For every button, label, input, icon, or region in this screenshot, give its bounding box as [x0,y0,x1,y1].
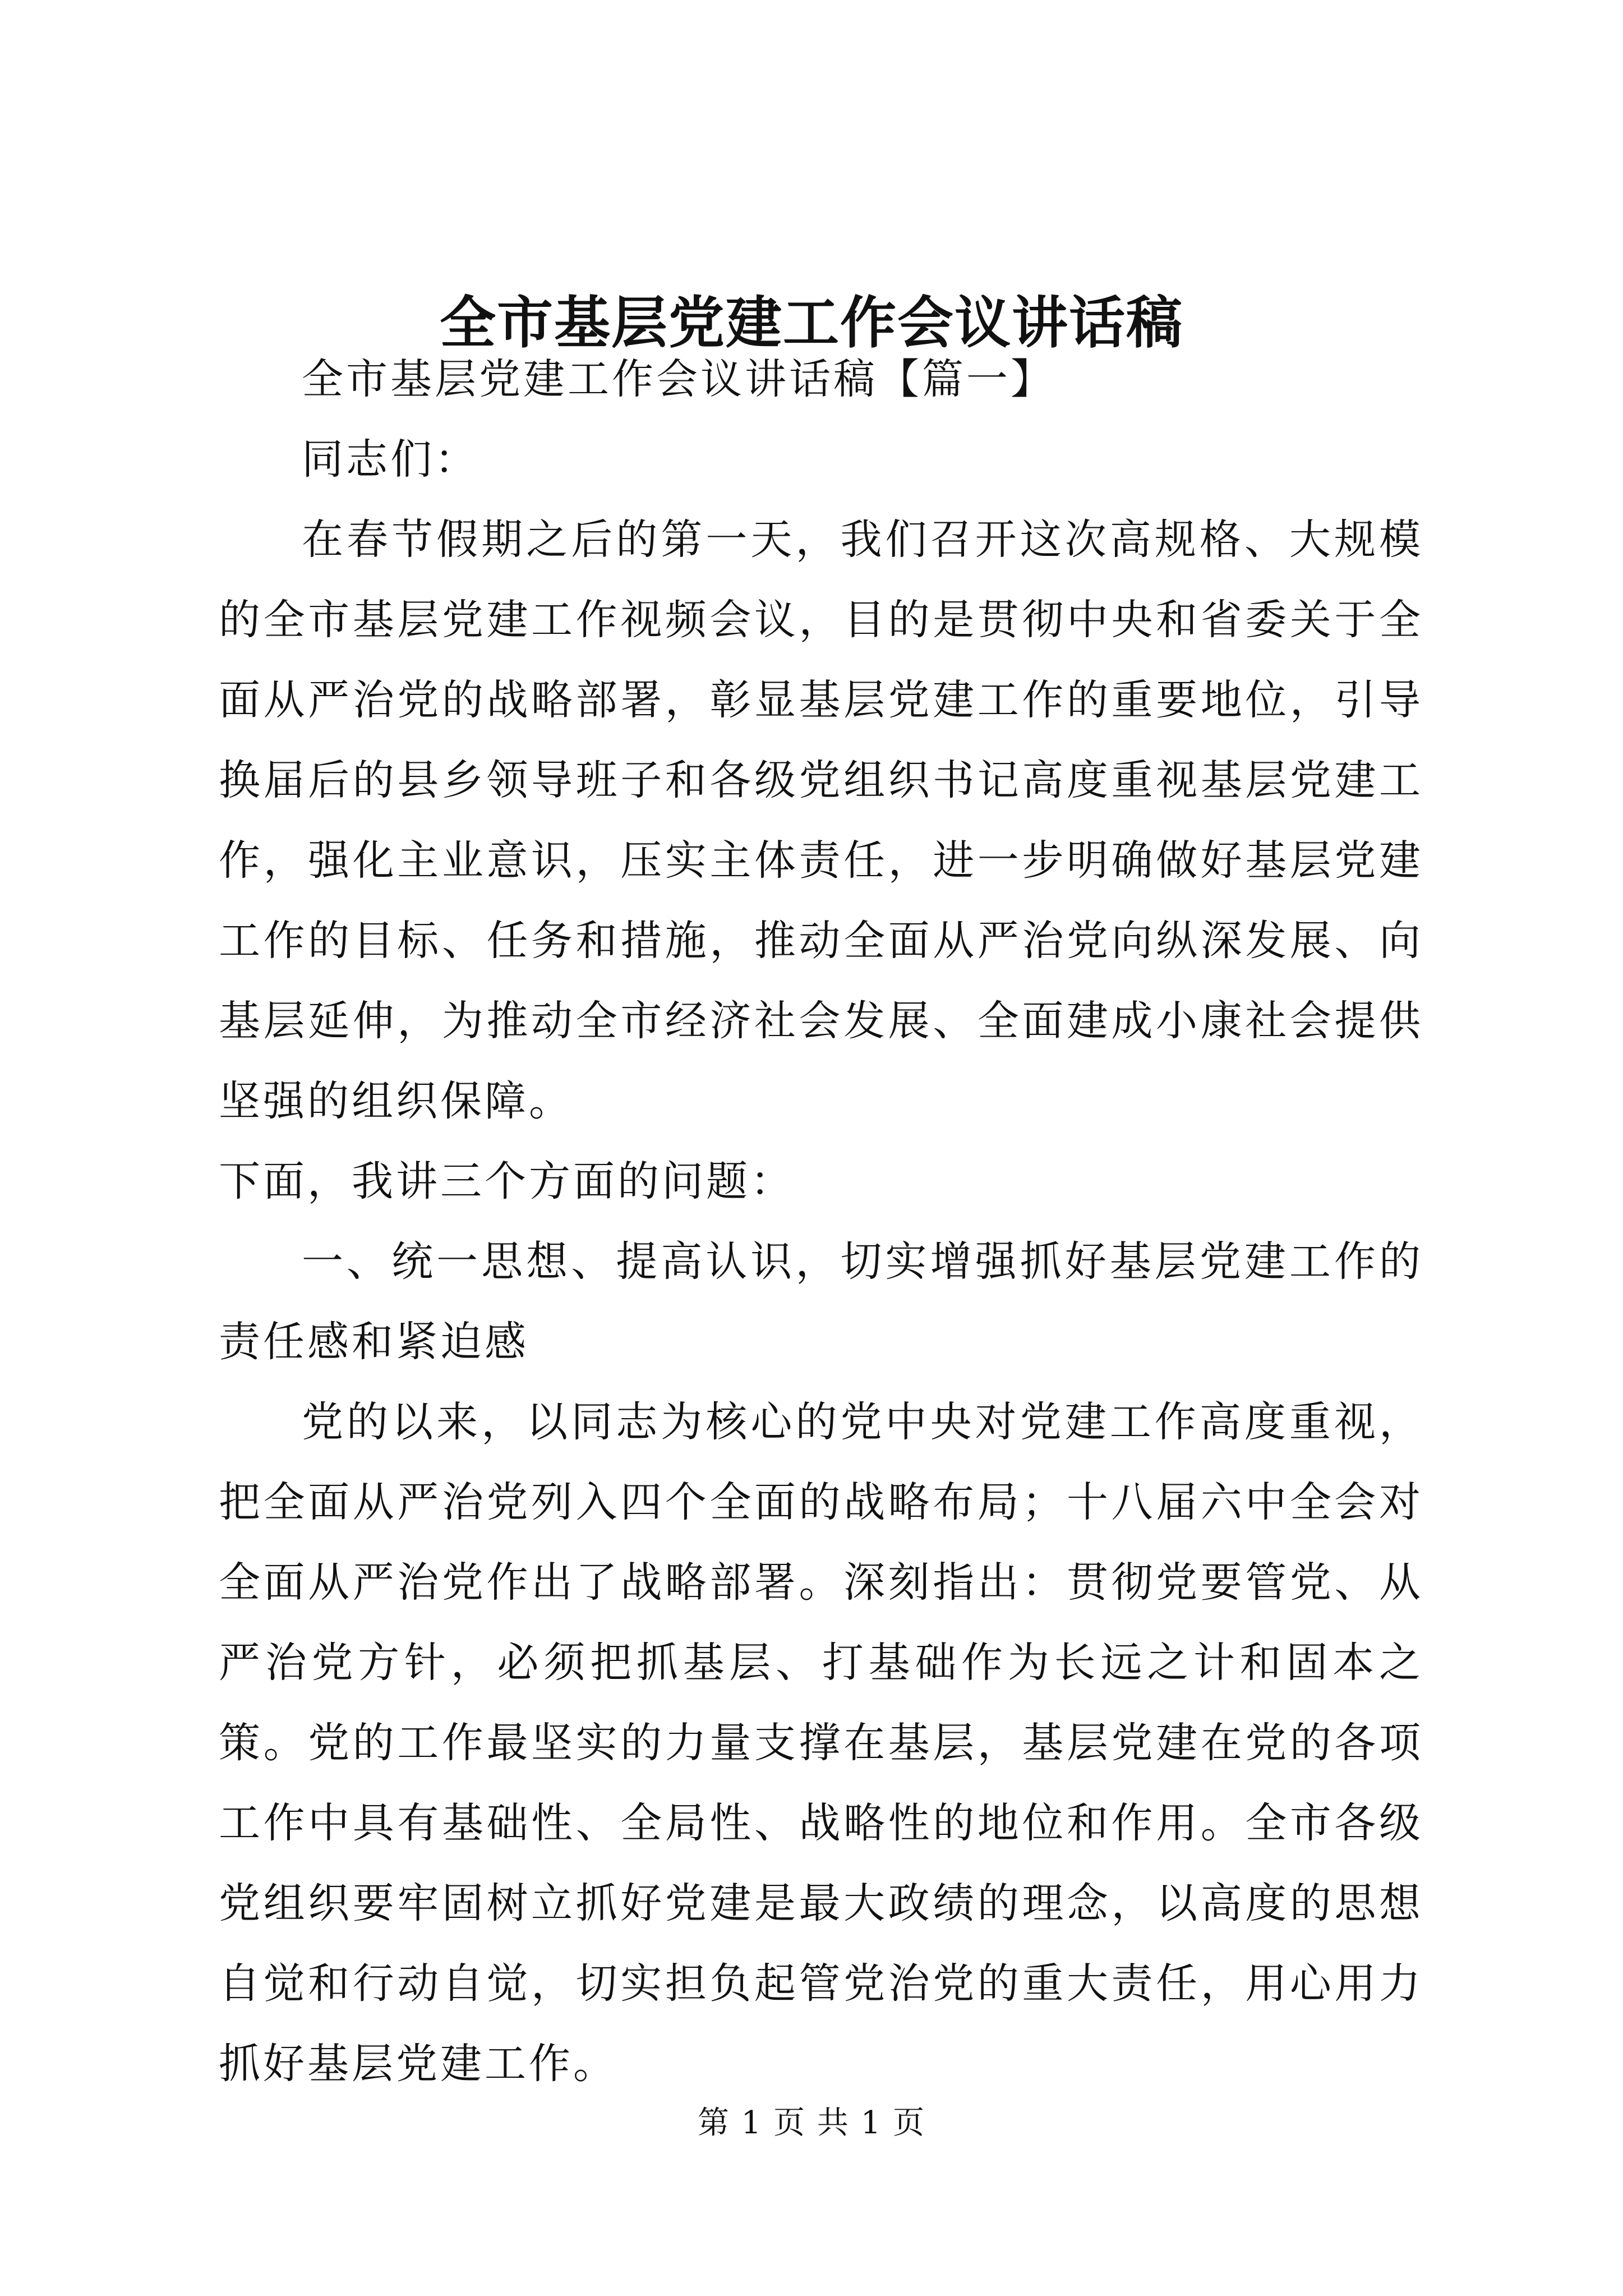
paragraph-section-one: 党的以来，以同志为核心的党中央对党建工作高度重视，把全面从严治党列入四个全面的战略布局；十八届六中全会对全面从严治党作出了战略部署。深刻指出：贯彻党要管党、从严治党方针，必须把抓基层、打基础作为长远之计和固本之策。党的工作最坚实的力量支撑在基层，基层党建在党的各项工作中具有基础性、全局性、战略性的地位和作用。全市各级党组织要牢固树立抓好党建是最大政绩的理念，以高度的思想自觉和行动自觉，切实担负起管党治党的重大责任，用心用力抓好基层党建工作。 [219,1398,1423,2088]
paragraph-transition: 下面，我讲三个方面的问题： [219,1157,795,1205]
document-body [219,339,1423,2104]
document-subtitle: 全市基层党建工作会议讲话稿【篇一】 [302,355,1055,403]
page-footer: 第 1 页 共 1 页 [697,2105,926,2141]
paragraph-opening: 在春节假期之后的第一天，我们召开这次高规格、大规模的全市基层党建工作视频会议，目的是贯彻中央和省委关于全面从严治党的战略部署，彰显基层党建工作的重要地位，引导换届后的县乡领导班子和各级党组织书记高度重视基层党建工作，强化主业意识，压实主体责任，进一步明确做好基层党建工作的目标、任务和措施，推动全面从严治党向纵深发展、向基层延伸，为推动全市经济社会发展、全面建成小康社会提供坚强的组织保障。 [219,516,1423,1125]
document-title: 全市基层党建工作会议讲话稿 [440,289,1183,356]
salutation: 同志们： [302,435,479,484]
section-heading-one: 一、统一思想、提高认识，切实增强抓好基层党建工作的责任感和紧迫感 [219,1237,1423,1366]
